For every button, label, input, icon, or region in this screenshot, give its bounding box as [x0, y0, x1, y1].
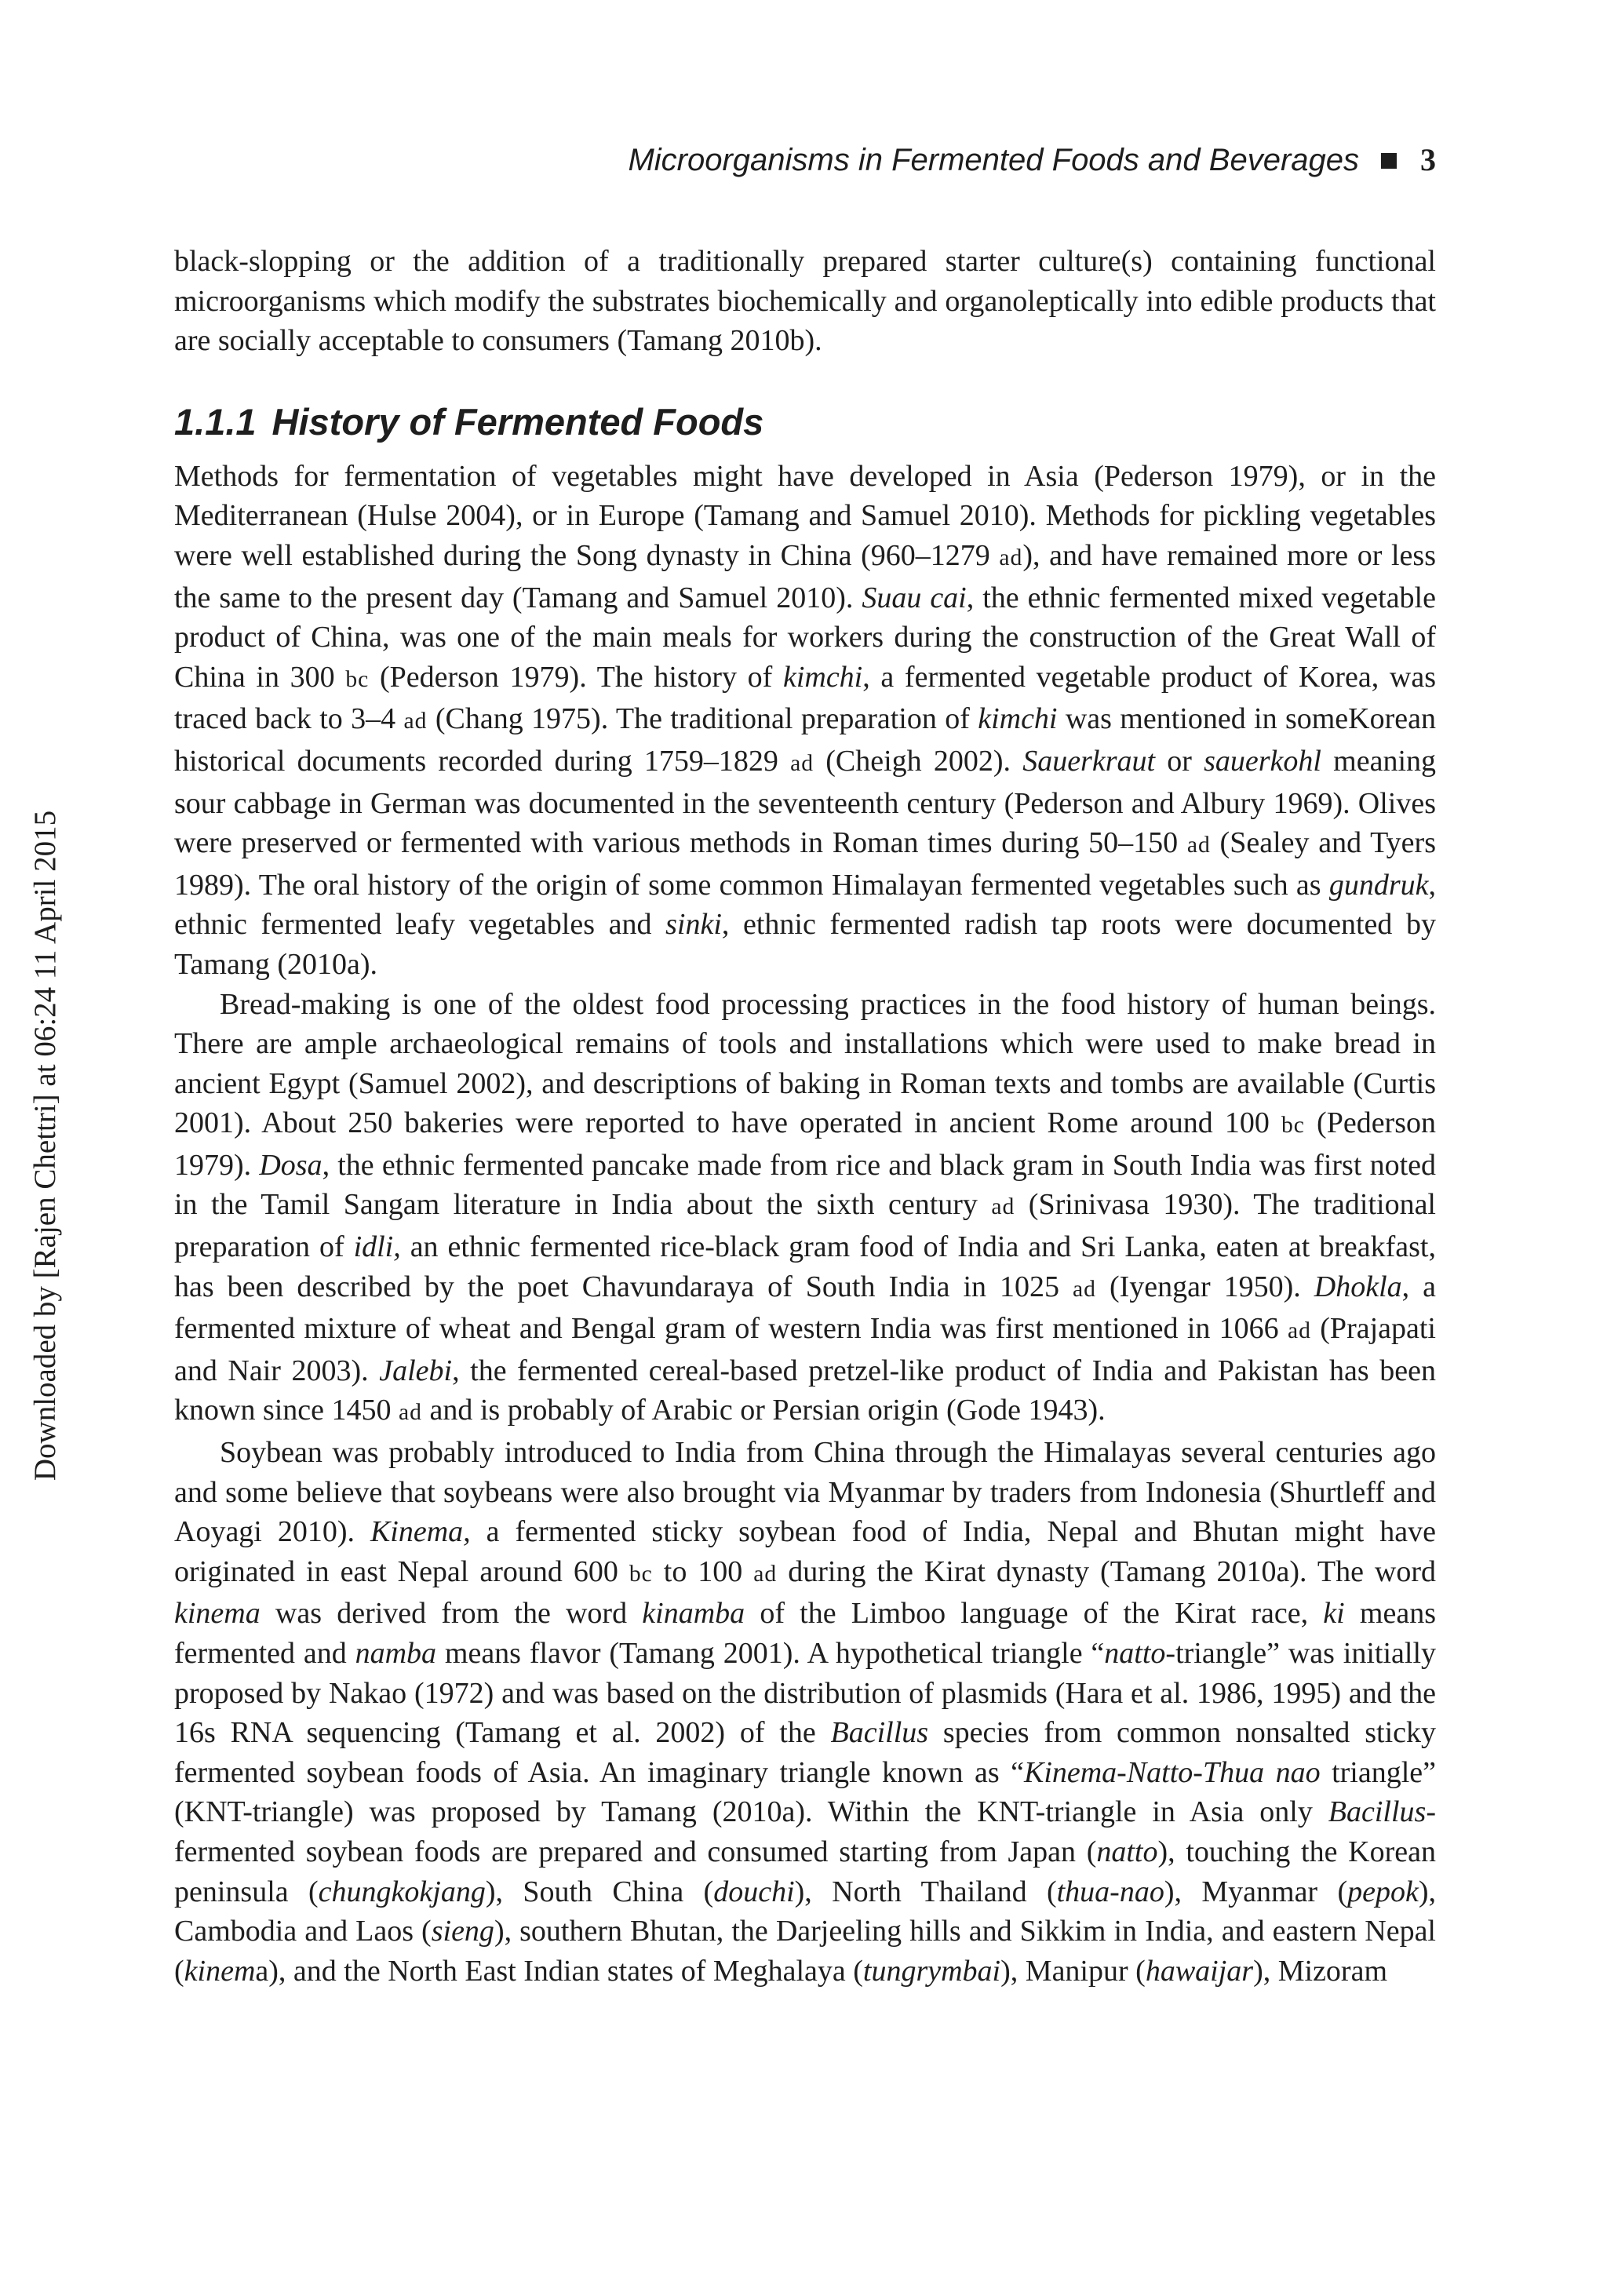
text-run: or: [1155, 744, 1204, 778]
era-abbrev: ad: [790, 750, 814, 776]
era-abbrev: ad: [1186, 833, 1211, 858]
text-run: an ethnic fermented rice-black gram food of India and Sri Lanka, eaten at breakfast, has been described by the poet Chavundaraya of South India in 1025: [174, 1230, 1436, 1303]
era-abbrev: ad: [1288, 1318, 1311, 1344]
era-abbrev: ad: [999, 545, 1023, 570]
text-run: ), southern Bhutan, the Darjeeling hills and Sikkim in India, and eastern Nepal (: [174, 1915, 1436, 1988]
food-term: Bacillus: [1328, 1795, 1427, 1829]
food-term: Kinema-Natto-Thua nao: [1023, 1755, 1321, 1789]
page-number: 3: [1420, 142, 1436, 177]
text-run: ), and have remained more or less the same to the present day (Tamang and Samuel 2010).: [174, 538, 1436, 614]
era-abbrev: bc: [1281, 1113, 1305, 1139]
food-term: Bacillus: [830, 1716, 929, 1750]
food-term: douchi: [713, 1875, 795, 1908]
text-run: (Pederson 1979).: [174, 1106, 1437, 1182]
food-term: sauerkohl: [1204, 744, 1321, 778]
text-run: (Cheigh 2002).: [814, 744, 1023, 778]
food-term: Sauerkraut: [1022, 744, 1156, 778]
download-watermark: Downloaded by [Rajen Chettri] at 06:24 11 April 2015: [28, 810, 62, 1481]
paragraph-fermented-vegetables: [174, 457, 1436, 985]
text-run: ), Mizoram: [1253, 1954, 1388, 1988]
food-term: pepok: [1347, 1875, 1419, 1908]
text-run: means fermented and: [174, 1597, 1436, 1670]
era-abbrev: ad: [1073, 1276, 1096, 1302]
text-run: Soybean was probably introduced to India from China through the Himalayas several centuries ago and some believe that soybeans were also brought via Myanmar by traders from Indonesia (Shurtleff and Aoyagi 2010).: [174, 1436, 1436, 1549]
text-run: of the Limboo language of the Kirat race,: [745, 1597, 1324, 1631]
text-run: a), and the North East Indian states of Meghalaya (: [255, 1954, 863, 1988]
food-term: namba: [355, 1637, 437, 1670]
food-term: kinamba: [642, 1597, 745, 1631]
text-run: , ethnic fermented radish tap roots were documented by Tamang (2010a).: [174, 908, 1436, 981]
paragraph-soybean: [174, 1433, 1436, 1991]
food-term: sieng: [431, 1915, 494, 1948]
food-term: thua-nao: [1056, 1875, 1164, 1908]
food-term: tungrymbai: [862, 1954, 1001, 1988]
food-term: natto: [1104, 1637, 1166, 1670]
era-abbrev: bc: [345, 666, 370, 692]
food-term: gundruk: [1328, 868, 1429, 902]
text-run: means flavor (Tamang 2001). A hypothetical triangle “: [436, 1637, 1105, 1670]
text-run: (Iyengar 1950).: [1095, 1270, 1314, 1303]
text-run: ), Cambodia and Laos (: [174, 1875, 1436, 1948]
text-run: (Srinivasa 1930). The traditional preparation of: [174, 1188, 1436, 1264]
paragraph-bread-making: [174, 985, 1436, 1434]
section-heading: [174, 399, 1436, 446]
main-text: [174, 242, 1436, 1991]
food-term: Kinema,: [370, 1515, 471, 1549]
text-run: (Chang 1975). The traditional preparation of: [427, 702, 978, 736]
text-run: and is probably of Arabic or Persian origin (Gode 1943).: [422, 1394, 1106, 1427]
food-term: ki: [1323, 1597, 1345, 1631]
food-term: Jalebi: [379, 1354, 453, 1387]
text-run: ), Myanmar (: [1164, 1875, 1348, 1908]
era-abbrev: ad: [753, 1561, 778, 1587]
text-run: triangle” (KNT-triangle) was proposed by Tamang (2010a). Within the KNT-triangle in Asia only: [174, 1755, 1436, 1829]
era-abbrev: ad: [991, 1194, 1015, 1220]
era-abbrev: ad: [399, 1400, 422, 1426]
square-bullet-icon: [1381, 153, 1397, 169]
text-run: , a fermented vegetable product of Korea, was traced back to 3–4: [174, 660, 1436, 736]
section-title: History of Fermented Foods: [271, 400, 764, 443]
text-run: was derived from the word: [260, 1597, 643, 1631]
text-run: , ethnic fermented leafy vegetables and: [174, 868, 1436, 942]
food-term: natto: [1096, 1835, 1158, 1868]
text-run: ), Manipur (: [1000, 1954, 1146, 1988]
text-run: ), touching the Korean peninsula (: [174, 1835, 1437, 1908]
text-run: (Sealey and Tyers 1989). The oral history of the origin of some common Himalayan fermented vegetables such as: [174, 826, 1436, 902]
text-run: , the ethnic fermented pancake made from rice and black gram in South India was first noted in the Tamil Sangam literature in India about the sixth century: [174, 1148, 1436, 1222]
food-term: chungkokjang: [318, 1875, 486, 1908]
food-term: kinem: [184, 1954, 256, 1988]
text-run: ), South China (: [485, 1875, 714, 1908]
text-run: was mentioned in someKorean historical documents recorded during 1759–1829: [174, 702, 1437, 778]
food-term: sinki: [665, 908, 722, 942]
text-run: meaning sour cabbage in German was documented in the seventeenth century (Pederson and Albury 1969). Olives were preserved or fermented with various methods in Roman times during 50–150: [174, 744, 1436, 860]
food-term: Suau cai: [862, 581, 967, 614]
text-run: during the Kirat dynasty (Tamang 2010a). The word: [777, 1554, 1437, 1588]
era-abbrev: ad: [403, 709, 428, 734]
text-run: a fermented sticky soybean food of India, Nepal and Bhutan might have originated in east Nepal around 600: [174, 1515, 1436, 1588]
text-run: (Pederson 1979). The history of: [369, 660, 783, 694]
text-run: ), North Thailand (: [794, 1875, 1057, 1908]
running-head-title: Microorganisms in Fermented Foods and Beverages: [628, 143, 1359, 177]
food-term: Dosa: [259, 1148, 322, 1182]
text-run: (Prajapati and Nair 2003).: [174, 1312, 1436, 1387]
era-abbrev: bc: [629, 1561, 653, 1587]
text-run: , a fermented mixture of wheat and Bengal gram of western India was first mentioned in 1066: [174, 1270, 1436, 1346]
food-term: kimchi: [978, 702, 1058, 736]
text-run: , the fermented cereal-based pretzel-like product of India and Pakistan has been known since 1450: [174, 1354, 1436, 1427]
food-term: Dhokla: [1314, 1270, 1402, 1303]
text-run: Methods for fermentation of vegetables might have developed in Asia (Pederson 1979), or in the Mediterranean (Hulse 2004), or in Europe (Tamang and Samuel 2010). Methods for pickling vegetables were well established during the Song dynasty in China (960–1279: [174, 459, 1436, 572]
paragraph-continued: [174, 242, 1436, 361]
text-run: species from common nonsalted sticky fermented soybean foods of Asia. An imaginary triangle known as “: [174, 1716, 1436, 1789]
text-run: black-slopping or the addition of a traditionally prepared starter culture(s) containing functional microorganisms which modify the substrates biochemically and organoleptically into edible products that are socially acceptable to consumers (Tamang 2010b).: [174, 245, 1436, 358]
section-number: 1.1.1: [174, 400, 257, 443]
food-term: idli,: [353, 1230, 401, 1264]
food-term: kimchi: [782, 660, 863, 694]
food-term: hawaijar: [1145, 1954, 1254, 1988]
text-run: to 100: [652, 1554, 754, 1588]
running-head: [416, 140, 1436, 180]
text-run: Bread-making is one of the oldest food processing practices in the food history of human beings. There are ample archaeological remains of tools and installations which were used to make bread in ancient Egypt (Samuel 2002), and descriptions of baking in Roman texts and tombs are available (Curtis 2001). About 250 bakeries were reported to have operated in ancient Rome around 100: [174, 987, 1436, 1140]
food-term: kinema: [174, 1597, 261, 1631]
text-run: , the ethnic fermented mixed vegetable product of China, was one of the main meals for workers during the construction of the Great Wall of China in 300: [174, 581, 1436, 694]
text-run: -triangle” was initially proposed by Nakao (1972) and was based on the distribution of plasmids (Hara et al. 1986, 1995) and the 16s RNA sequencing (Tamang et al. 2002) of the: [174, 1637, 1437, 1750]
text-run: -fermented soybean foods are prepared and consumed starting from Japan (: [174, 1795, 1436, 1868]
